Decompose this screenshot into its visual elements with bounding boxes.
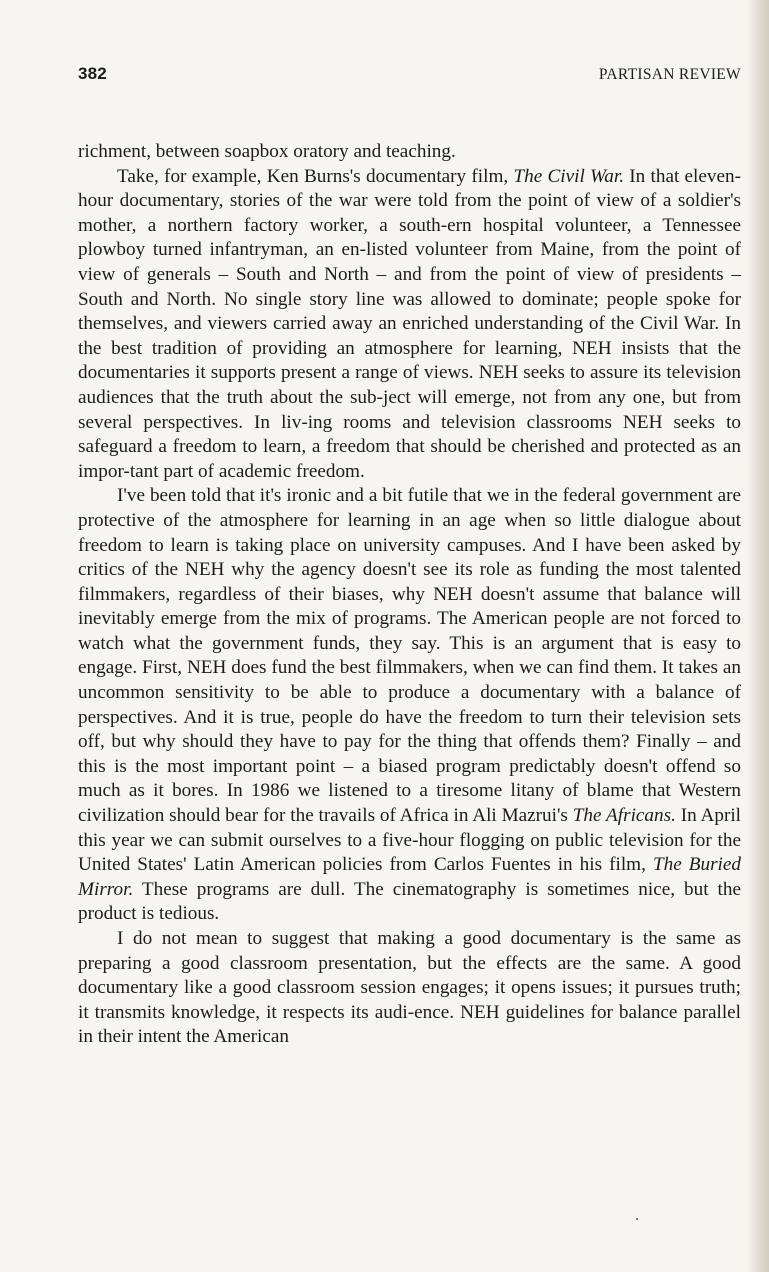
running-head	[78, 64, 741, 84]
film-title-the-africans: The Africans.	[572, 805, 676, 827]
film-title-buried-mirror: The Buried Mirror.	[78, 854, 741, 900]
paragraph-1	[78, 140, 741, 165]
paragraph-2	[78, 165, 741, 485]
journal-title: PARTISAN REVIEW	[598, 66, 741, 83]
paragraph-3-text-c: These programs are dull. The cinematography is sometimes nice, but the product is tedious.	[78, 878, 741, 925]
ink-speck	[636, 1218, 638, 1220]
page-edge-shadow	[747, 0, 769, 1272]
paragraph-4	[78, 927, 741, 1050]
paragraph-2-text-a: Take, for example, Ken Burns's documentary film,	[117, 165, 514, 187]
article-body	[78, 140, 741, 1050]
paragraph-3-text-b: In April this year we can submit ourselves to a five-hour flogging on public television for the United States' Latin American policies from Carlos Fuentes in his film,	[78, 805, 741, 876]
paragraph-3-text-a: I've been told that it's ironic and a bit futile that we in the federal government are protective of the atmosphere for learning in an age when so little dialogue about freedom to learn is taking place on university campuses. And I have been asked by critics of the NEH why the agency doesn't see its role as funding the most talented filmmakers, regardless of their biases, why NEH doesn't assume that balance will inevitably emerge from the mix of programs. The American people are not forced to watch what the government funds, they say. This is an argument that is easy to engage. First, NEH does fund the best filmmakers, when we can find them. It takes an uncommon sensitivity to be able to produce a documentary with a balance of perspectives. And it is true, people do have the freedom to turn their television sets off, but why should they have to pay for the thing that offends them? Finally – and this is the most important point – a biased program predictably doesn't offend so much as it bores. In 1986 we listened to a tiresome litany of blame that Western civilization should bear for the travails of Africa in Ali Mazrui's	[78, 485, 741, 827]
paragraph-4-text: I do not mean to suggest that making a good documentary is the same as preparing a good classroom presentation, but the effects are the same. A good documentary like a good classroom session engages; it opens issues; it pursues truth; it transmits knowledge, it respects its audi-ence. NEH guidelines for balance parallel in their intent the American	[78, 928, 741, 1048]
paragraph-2-text-b: In that eleven-hour documentary, stories of the war were told from the point of view of a soldier's mother, a northern factory worker, a south-ern hospital volunteer, a Tennessee plowboy turned infantryman, an en-listed volunteer from Maine, from the point of view of generals – South and North – and from the point of view of presidents – South and North. No single story line was allowed to dominate; people spoke for themselves, and viewers carried away an enriched understanding of the Civil War. In the best tradition of providing an atmosphere for learning, NEH insists that the documentaries it supports present a range of views. NEH seeks to assure its television audiences that the truth about the sub-ject will emerge, not from any one, but from several perspectives. In liv-ing rooms and television classrooms NEH seeks to safeguard a freedom to learn, a freedom that should be cherished and protected as an impor-tant part of academic freedom.	[78, 165, 742, 482]
page-number: 382	[78, 64, 107, 83]
paragraph-1-text: richment, between soapbox oratory and teaching.	[78, 141, 456, 162]
film-title-civil-war: The Civil War.	[513, 165, 625, 187]
paragraph-3	[78, 484, 741, 927]
